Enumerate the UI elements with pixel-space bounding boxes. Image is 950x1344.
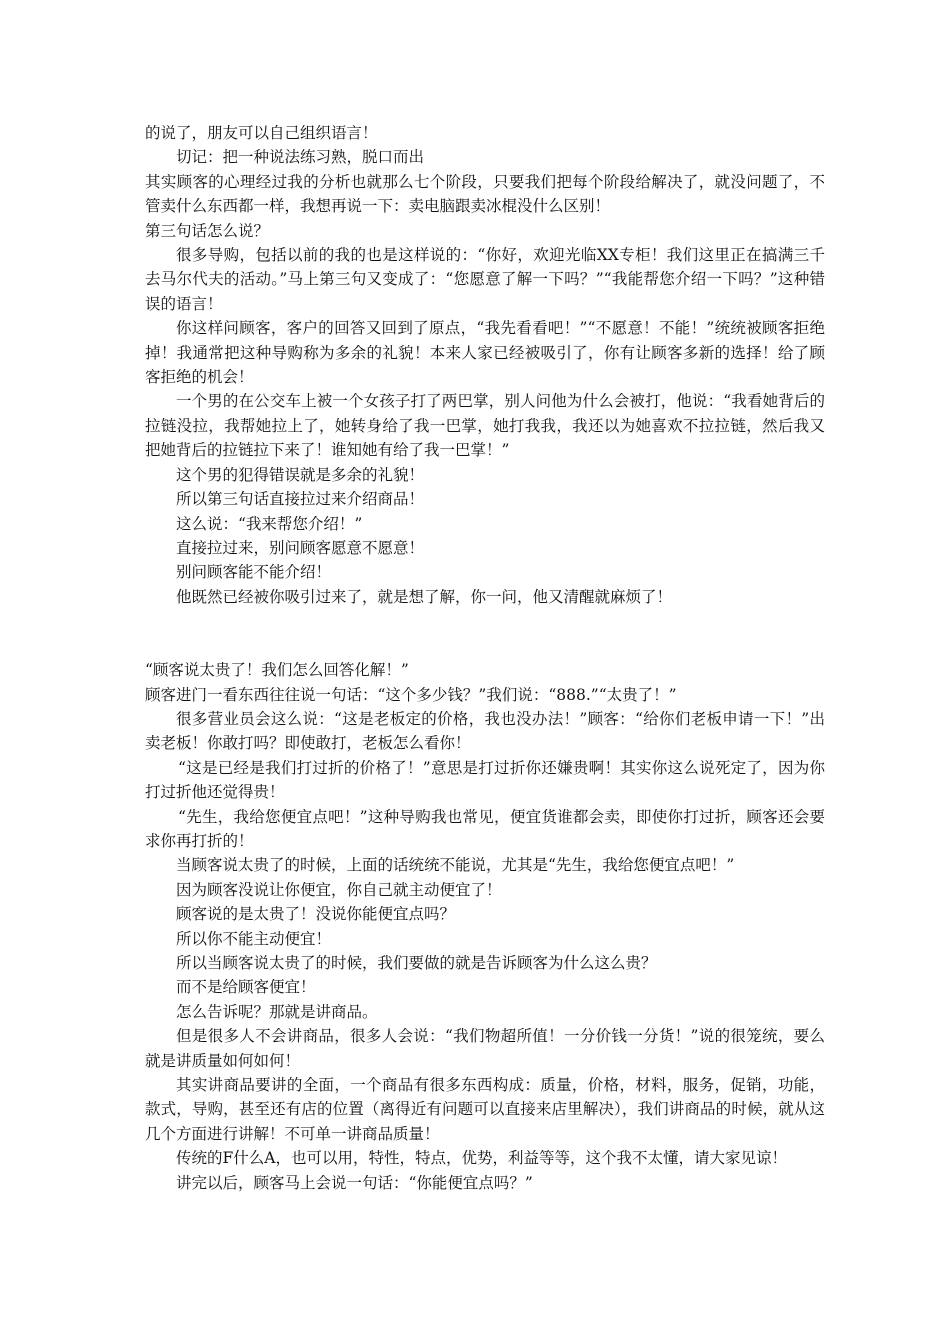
paragraph: 你这样问顾客，客户的回答又回到了原点，“我先看看吧！”“不愿意！不能！”统统被顾客拒绝掉！我通常把这种导购称为多余的礼貌！本来人家已经被吸引了，你有让顾客多新的选择！给了顾客拒绝的机会！ (145, 319, 825, 387)
section-spacer (145, 609, 825, 658)
paragraph: 当顾客说太贵了的时候，上面的话统统不能说，尤其是“先生，我给您便宜点吧！” (176, 856, 735, 875)
paragraph: 怎么告诉呢？那就是讲商品。 (176, 1002, 378, 1021)
paragraph: 一个男的在公交车上被一个女孩子打了两巴掌，别人问他为什么会被打，他说：“我看她背后的拉链没拉，我帮她拉上了，她转身给了我一巴掌，她打我我，我还以为她喜欢不拉拉链，然后我又把她背后的拉链拉下来了！谁知她有给了我一巴掌！” (145, 392, 825, 460)
paragraph: 的说了，朋友可以自己组织语言！ (145, 124, 378, 142)
paragraph: 所以当顾客说太贵了的时候，我们要做的就是告诉顾客为什么这么贵？ (176, 954, 657, 972)
paragraph: 这个男的犯得错误就是多余的礼貌！ (176, 465, 425, 484)
paragraph: 其实讲商品要讲的全面，一个商品有很多东西构成：质量，价格，材料，服务，促销，功能，款式，导购，甚至还有店的位置（离得近有问题可以直接来店里解决），我们讲商品的时候，就从这几个方面进行讲解！不可单一讲商品质量！ (145, 1076, 825, 1143)
paragraph: 切记：把一种说法练习熟，脱口而出 (176, 148, 425, 167)
paragraph: 所以你不能主动便宜！ (176, 929, 332, 948)
paragraph: 而不是给顾客便宜！ (176, 978, 316, 997)
section-heading: “顾客说太贵了！我们怎么回答化解！” (145, 661, 409, 680)
paragraph: 但是很多人不会讲商品，很多人会说：“我们物超所值！一分价钱一分货！”说的很笼统，要么就是讲质量如何如何！ (145, 1027, 825, 1070)
paragraph: 讲完以后，顾客马上会说一句话：“你能便宜点吗？” (176, 1173, 533, 1192)
document-body (145, 121, 825, 1195)
paragraph: 很多营业员会这么说：“这是老板定的价格，我也没办法！”顾客：“给你们老板申请一下！”出卖老板！你敢打吗？即使敢打，老板怎么看你！ (145, 709, 825, 753)
paragraph: 顾客进门一看东西往往说一句话：“这个多少钱？”我们说：“888.”“太贵了！” (145, 685, 677, 704)
paragraph: 传统的F什么A，也可以用，特性，特点，优势，利益等等，这个我不太懂，请大家见谅！ (176, 1149, 787, 1168)
paragraph: 所以第三句话直接拉过来介绍商品！ (176, 490, 425, 509)
paragraph: 直接拉过来，别问顾客愿意不愿意！ (176, 538, 425, 557)
paragraph: 顾客说的是太贵了！没说你能便宜点吗？ (176, 905, 456, 924)
paragraph: “这是已经是我们打过折的价格了！”意思是打过折你还嫌贵啊！其实你这么说死定了，因为你打过折他还觉得贵！ (145, 758, 825, 802)
paragraph: 因为顾客没说让你便宜，你自己就主动便宜了！ (176, 880, 502, 899)
paragraph: 很多导购，包括以前的我的也是这样说的：“你好，欢迎光临XX专柜！我们这里正在搞满三千去马尔代夫的活动。”马上第三句又变成了：“您愿意了解一下吗？”“我能帮您介绍一下吗？”这种错误的语言！ (145, 246, 825, 313)
paragraph: 其实顾客的心理经过我的分析也就那么七个阶段，只要我们把每个阶段给解决了，就没问题了，不管卖什么东西都一样，我想再说一下：卖电脑跟卖冰棍没什么区别！ (145, 172, 825, 216)
paragraph: “先生，我给您便宜点吧！”这种导购我也常见，便宜货谁都会卖，即使你打过折，顾客还会要求你再打折的！ (145, 807, 825, 850)
paragraph: 他既然已经被你吸引过来了，就是想了解，你一问，他又清醒就麻烦了！ (176, 587, 673, 606)
paragraph: 这么说：“我来帮您介绍！” (176, 514, 363, 533)
section-heading: 第三句话怎么说？ (145, 221, 270, 240)
paragraph: 别问顾客能不能介绍！ (176, 563, 332, 582)
